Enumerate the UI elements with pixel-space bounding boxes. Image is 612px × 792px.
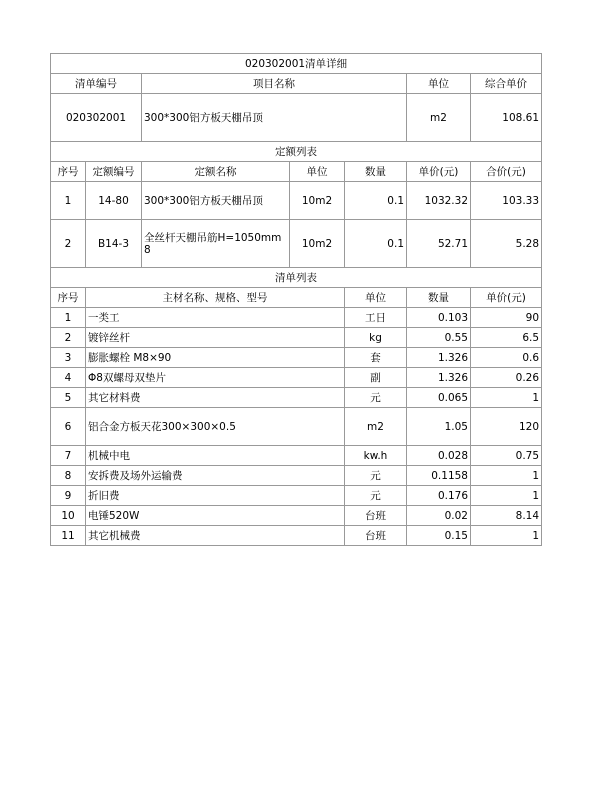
item-name: 300*300铝方板天棚吊顶 [142, 94, 407, 142]
material-seq: 7 [51, 446, 86, 466]
quota-unit-price: 52.71 [407, 220, 471, 268]
quota-code: 14-80 [86, 182, 142, 220]
material-name: 一类工 [86, 308, 345, 328]
material-row [51, 368, 542, 388]
quota-qty: 0.1 [345, 220, 407, 268]
material-unit: m2 [345, 408, 407, 446]
quota-header-name: 定额名称 [142, 162, 290, 182]
material-qty: 0.02 [407, 506, 471, 526]
materials-header-name: 主材名称、规格、型号 [86, 288, 345, 308]
material-unit: 副 [345, 368, 407, 388]
material-qty: 0.15 [407, 526, 471, 546]
quota-unit-price: 1032.32 [407, 182, 471, 220]
material-qty: 0.028 [407, 446, 471, 466]
material-name: 铝合金方板天花300×300×0.5 [86, 408, 345, 446]
material-unit: 元 [345, 388, 407, 408]
material-unit-price: 1 [471, 486, 542, 506]
material-unit-price: 6.5 [471, 328, 542, 348]
material-row [51, 328, 542, 348]
material-qty: 0.176 [407, 486, 471, 506]
quota-header-qty: 数量 [345, 162, 407, 182]
material-seq: 6 [51, 408, 86, 446]
quota-name: 全丝杆天棚吊筋H=1050mm 8 [142, 220, 290, 268]
quota-section-title: 定额列表 [51, 142, 542, 162]
material-seq: 8 [51, 466, 86, 486]
quota-header-row [51, 162, 542, 182]
material-qty: 0.065 [407, 388, 471, 408]
quota-unit: 10m2 [290, 220, 345, 268]
header-unit-price: 综合单价 [471, 74, 542, 94]
material-qty: 1.326 [407, 368, 471, 388]
material-unit: kg [345, 328, 407, 348]
material-unit: 元 [345, 466, 407, 486]
material-unit-price: 1 [471, 466, 542, 486]
material-unit: 套 [345, 348, 407, 368]
material-name: 镀锌丝杆 [86, 328, 345, 348]
material-unit: kw.h [345, 446, 407, 466]
material-row [51, 506, 542, 526]
summary-header-row [51, 74, 542, 94]
material-qty: 1.326 [407, 348, 471, 368]
material-name: 机械中电 [86, 446, 345, 466]
material-unit-price: 120 [471, 408, 542, 446]
material-name: 膨胀螺栓 M8×90 [86, 348, 345, 368]
quota-header-code: 定额编号 [86, 162, 142, 182]
quota-seq: 1 [51, 182, 86, 220]
materials-header-unit-price: 单价(元) [471, 288, 542, 308]
material-name: 电锤520W [86, 506, 345, 526]
materials-section-title: 清单列表 [51, 268, 542, 288]
quota-row [51, 220, 542, 268]
material-qty: 1.05 [407, 408, 471, 446]
material-seq: 9 [51, 486, 86, 506]
material-unit-price: 1 [471, 526, 542, 546]
material-name: 折旧费 [86, 486, 345, 506]
material-qty: 0.103 [407, 308, 471, 328]
quota-row [51, 182, 542, 220]
header-item-name: 项目名称 [142, 74, 407, 94]
material-seq: 3 [51, 348, 86, 368]
material-unit-price: 0.6 [471, 348, 542, 368]
material-row [51, 388, 542, 408]
material-qty: 0.1158 [407, 466, 471, 486]
material-unit-price: 1 [471, 388, 542, 408]
materials-header-qty: 数量 [407, 288, 471, 308]
material-row [51, 526, 542, 546]
item-unit: m2 [407, 94, 471, 142]
quota-total: 103.33 [471, 182, 542, 220]
quota-unit: 10m2 [290, 182, 345, 220]
quota-header-total: 合价(元) [471, 162, 542, 182]
material-unit: 台班 [345, 506, 407, 526]
materials-header-unit: 单位 [345, 288, 407, 308]
material-unit: 元 [345, 486, 407, 506]
materials-header-row [51, 288, 542, 308]
list-code: 020302001 [51, 94, 142, 142]
quota-header-seq: 序号 [51, 162, 86, 182]
material-unit-price: 0.75 [471, 446, 542, 466]
material-seq: 2 [51, 328, 86, 348]
material-name: 其它材料费 [86, 388, 345, 408]
quota-header-unit-price: 单价(元) [407, 162, 471, 182]
material-seq: 5 [51, 388, 86, 408]
quota-qty: 0.1 [345, 182, 407, 220]
material-name: 安拆费及场外运输费 [86, 466, 345, 486]
material-seq: 4 [51, 368, 86, 388]
material-seq: 1 [51, 308, 86, 328]
quota-seq: 2 [51, 220, 86, 268]
table-title: 020302001清单详细 [51, 54, 542, 74]
material-qty: 0.55 [407, 328, 471, 348]
quota-total: 5.28 [471, 220, 542, 268]
material-row [51, 408, 542, 446]
material-unit: 工日 [345, 308, 407, 328]
material-seq: 10 [51, 506, 86, 526]
quota-code: B14-3 [86, 220, 142, 268]
material-name: Φ8双螺母双垫片 [86, 368, 345, 388]
summary-row [51, 94, 542, 142]
material-name: 其它机械费 [86, 526, 345, 546]
materials-header-seq: 序号 [51, 288, 86, 308]
item-price: 108.61 [471, 94, 542, 142]
material-row [51, 466, 542, 486]
quota-name: 300*300铝方板天棚吊顶 [142, 182, 290, 220]
header-unit: 单位 [407, 74, 471, 94]
material-row [51, 446, 542, 466]
material-seq: 11 [51, 526, 86, 546]
material-unit: 台班 [345, 526, 407, 546]
material-row [51, 486, 542, 506]
material-unit-price: 8.14 [471, 506, 542, 526]
header-list-code: 清单编号 [51, 74, 142, 94]
material-unit-price: 0.26 [471, 368, 542, 388]
detail-table [50, 53, 542, 546]
material-unit-price: 90 [471, 308, 542, 328]
quota-header-unit: 单位 [290, 162, 345, 182]
material-row [51, 308, 542, 328]
material-row [51, 348, 542, 368]
